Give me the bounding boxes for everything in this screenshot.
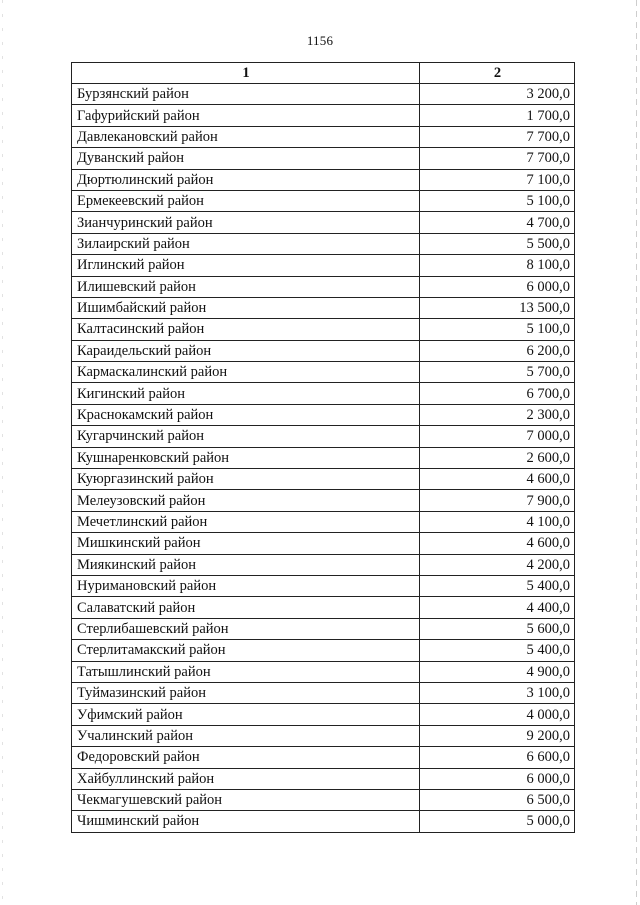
table-row [72, 490, 575, 511]
district-name-cell: Татышлинский район [72, 661, 420, 682]
district-name-cell: Кушнаренковский район [72, 447, 420, 468]
district-name-cell: Зианчуринский район [72, 212, 420, 233]
amount-cell: 5 500,0 [420, 233, 575, 254]
district-name-cell: Салаватский район [72, 597, 420, 618]
district-name-cell: Дуванский район [72, 148, 420, 169]
district-name-cell: Туймазинский район [72, 682, 420, 703]
table-row [72, 554, 575, 575]
amount-cell: 4 100,0 [420, 511, 575, 532]
amount-cell: 4 200,0 [420, 554, 575, 575]
district-name-cell: Миякинский район [72, 554, 420, 575]
table-row [72, 789, 575, 810]
district-name-cell: Хайбуллинский район [72, 768, 420, 789]
amount-cell: 8 100,0 [420, 255, 575, 276]
district-name-cell: Мишкинский район [72, 533, 420, 554]
table-body [72, 84, 575, 833]
table-row [72, 640, 575, 661]
amount-cell: 9 200,0 [420, 725, 575, 746]
table-row [72, 255, 575, 276]
district-name-cell: Чишминский район [72, 811, 420, 832]
table-row [72, 212, 575, 233]
amount-cell: 7 700,0 [420, 148, 575, 169]
district-name-cell: Зилаирский район [72, 233, 420, 254]
table-row [72, 84, 575, 105]
table-row [72, 233, 575, 254]
district-name-cell: Чекмагушевский район [72, 789, 420, 810]
table-row [72, 768, 575, 789]
district-name-cell: Дюртюлинский район [72, 169, 420, 190]
table-row [72, 661, 575, 682]
district-name-cell: Илишевский район [72, 276, 420, 297]
district-name-cell: Бурзянский район [72, 84, 420, 105]
amount-cell: 5 400,0 [420, 575, 575, 596]
district-name-cell: Давлекановский район [72, 126, 420, 147]
amount-cell: 3 200,0 [420, 84, 575, 105]
column-header-1: 1 [72, 63, 420, 84]
table-row [72, 575, 575, 596]
amount-cell: 13 500,0 [420, 297, 575, 318]
table-row [72, 190, 575, 211]
amount-cell: 6 500,0 [420, 789, 575, 810]
table-row [72, 533, 575, 554]
table-row [72, 148, 575, 169]
amount-cell: 7 900,0 [420, 490, 575, 511]
amount-cell: 6 000,0 [420, 276, 575, 297]
district-name-cell: Ишимбайский район [72, 297, 420, 318]
amount-cell: 5 000,0 [420, 811, 575, 832]
amount-cell: 5 100,0 [420, 319, 575, 340]
table-header-row [72, 63, 575, 84]
amount-cell: 4 600,0 [420, 469, 575, 490]
amount-cell: 4 900,0 [420, 661, 575, 682]
amount-cell: 2 600,0 [420, 447, 575, 468]
table-row [72, 319, 575, 340]
table-row [72, 597, 575, 618]
table-row [72, 469, 575, 490]
amount-cell: 6 600,0 [420, 747, 575, 768]
amount-cell: 5 400,0 [420, 640, 575, 661]
table-row [72, 404, 575, 425]
district-name-cell: Куюргазинский район [72, 469, 420, 490]
table-row [72, 682, 575, 703]
district-name-cell: Мечетлинский район [72, 511, 420, 532]
amount-cell: 3 100,0 [420, 682, 575, 703]
amount-cell: 6 200,0 [420, 340, 575, 361]
table-row [72, 447, 575, 468]
data-table [71, 62, 575, 833]
table-row [72, 169, 575, 190]
district-name-cell: Ермекеевский район [72, 190, 420, 211]
district-name-cell: Учалинский район [72, 725, 420, 746]
district-name-cell: Кармаскалинский район [72, 362, 420, 383]
amount-cell: 2 300,0 [420, 404, 575, 425]
district-name-cell: Иглинский район [72, 255, 420, 276]
table-row [72, 725, 575, 746]
table-row [72, 297, 575, 318]
table-row [72, 511, 575, 532]
amount-cell: 5 700,0 [420, 362, 575, 383]
amount-cell: 4 000,0 [420, 704, 575, 725]
district-name-cell: Мелеузовский район [72, 490, 420, 511]
district-name-cell: Краснокамский район [72, 404, 420, 425]
district-name-cell: Кугарчинский район [72, 426, 420, 447]
amount-cell: 5 600,0 [420, 618, 575, 639]
amount-cell: 7 100,0 [420, 169, 575, 190]
amount-cell: 1 700,0 [420, 105, 575, 126]
table-row [72, 340, 575, 361]
district-name-cell: Калтасинский район [72, 319, 420, 340]
table-row [72, 704, 575, 725]
table-row [72, 383, 575, 404]
district-name-cell: Стерлибашевский район [72, 618, 420, 639]
table-row [72, 618, 575, 639]
table-row [72, 362, 575, 383]
amount-cell: 4 600,0 [420, 533, 575, 554]
district-name-cell: Караидельский район [72, 340, 420, 361]
column-header-2: 2 [420, 63, 575, 84]
district-name-cell: Кигинский район [72, 383, 420, 404]
amount-cell: 7 000,0 [420, 426, 575, 447]
scan-edge-left [2, 0, 3, 905]
district-name-cell: Нуримановский район [72, 575, 420, 596]
table-row [72, 747, 575, 768]
amount-cell: 7 700,0 [420, 126, 575, 147]
amount-cell: 6 700,0 [420, 383, 575, 404]
table-row [72, 126, 575, 147]
page-number: 1156 [306, 33, 334, 48]
table-row [72, 276, 575, 297]
district-name-cell: Уфимский район [72, 704, 420, 725]
table-row [72, 811, 575, 832]
amount-cell: 6 000,0 [420, 768, 575, 789]
table-row [72, 426, 575, 447]
amount-cell: 5 100,0 [420, 190, 575, 211]
amount-cell: 4 700,0 [420, 212, 575, 233]
district-name-cell: Федоровский район [72, 747, 420, 768]
scan-edge-right [636, 0, 637, 905]
amount-cell: 4 400,0 [420, 597, 575, 618]
table-row [72, 105, 575, 126]
district-name-cell: Стерлитамакский район [72, 640, 420, 661]
district-name-cell: Гафурийский район [72, 105, 420, 126]
